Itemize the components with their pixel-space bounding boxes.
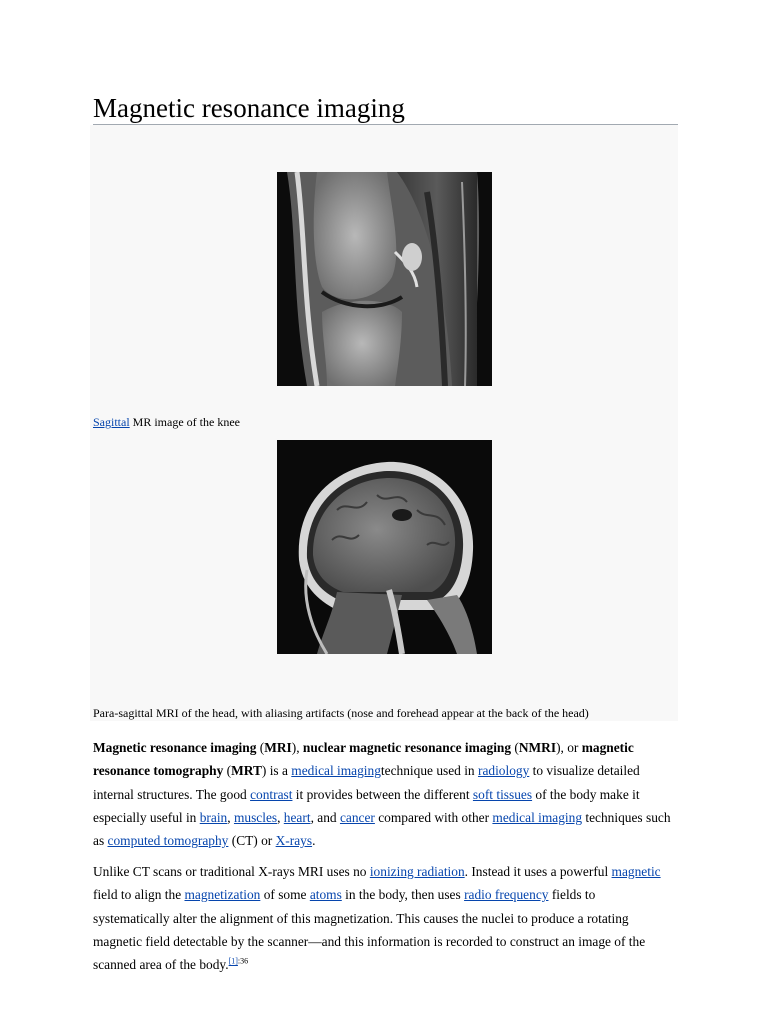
text: ) is a (261, 763, 292, 779)
text: in the body, then uses (341, 887, 465, 903)
soft-tissues-link[interactable]: soft tissues (472, 786, 533, 802)
caption-text: MR image of the knee (129, 415, 240, 429)
reference-page: :36 (237, 956, 249, 966)
text: to visualize detailed internal structures. The good (93, 763, 640, 802)
text: . (312, 833, 316, 849)
term-nmri: NMRI (518, 740, 557, 755)
head-mri-image[interactable] (277, 440, 492, 654)
text: fields to systematically alter the alignment of this magnetization. This causes the nuclei to produce a rotating magnetic field detectable by the scanner—and this information is recorded to construct an image of the scanned area of the body. (93, 887, 646, 973)
medical-imaging-link[interactable]: medical imaging (291, 763, 381, 779)
text: ( (511, 740, 519, 755)
body-paragraph (93, 860, 673, 976)
text: it provides between the different (292, 786, 473, 802)
muscles-link[interactable]: muscles (233, 809, 278, 825)
text: ), or (556, 740, 582, 755)
brain-link[interactable]: brain (199, 809, 228, 825)
text: compared with other (374, 809, 493, 825)
text: Unlike CT scans or traditional X-rays MRI uses no (93, 864, 370, 879)
term-mrt: MRT (231, 763, 262, 779)
text: techniques such as (93, 809, 671, 849)
magnetization-link[interactable]: magnetization (184, 887, 261, 903)
head-mri-graphic (277, 440, 492, 654)
magnetic-link[interactable]: magnetic (611, 864, 661, 879)
text: , (277, 809, 284, 825)
radio-frequency-link[interactable]: radio frequency (464, 887, 549, 903)
sagittal-link[interactable]: Sagittal (93, 415, 130, 429)
figure-caption-knee (93, 415, 240, 430)
atoms-link[interactable]: atoms (309, 887, 342, 903)
heart-link[interactable]: heart (283, 809, 311, 825)
text: ( (223, 763, 232, 779)
term-mrt-full: magnetic resonance tomography (93, 740, 634, 779)
ionizing-radiation-link[interactable]: ionizing radiation (369, 864, 465, 879)
text: . Instead it uses a powerful (464, 864, 612, 879)
text: technique used in (380, 763, 478, 779)
computed-tomography-link[interactable]: computed tomography (107, 833, 229, 849)
text: , and (310, 809, 340, 825)
knee-mri-graphic (277, 172, 492, 386)
text: of the body make it especially useful in (93, 786, 640, 825)
reference-citation (229, 957, 249, 966)
text: ), (291, 740, 303, 755)
term-mri-full: Magnetic resonance imaging (93, 740, 257, 755)
reference-link[interactable]: [1] (228, 956, 238, 966)
page-title: Magnetic resonance imaging (93, 93, 405, 123)
text: ( (256, 740, 265, 755)
knee-mri-image[interactable] (277, 172, 492, 386)
term-mri: MRI (264, 740, 292, 755)
text: , (227, 809, 234, 825)
text: of some (260, 887, 310, 903)
figure-caption-head: Para-sagittal MRI of the head, with aliasing artifacts (nose and forehead appear at the back of the head) (93, 706, 589, 720)
text: (CT) or (228, 833, 276, 849)
intro-paragraph (93, 736, 673, 852)
medical-imaging-link-2[interactable]: medical imaging (492, 809, 583, 825)
text: field to align the (93, 887, 185, 903)
x-rays-link[interactable]: X-rays (275, 833, 313, 849)
radiology-link[interactable]: radiology (477, 763, 530, 779)
cancer-link[interactable]: cancer (339, 809, 375, 825)
term-nmri-full: nuclear magnetic resonance imaging (302, 740, 512, 755)
contrast-link[interactable]: contrast (250, 786, 293, 802)
